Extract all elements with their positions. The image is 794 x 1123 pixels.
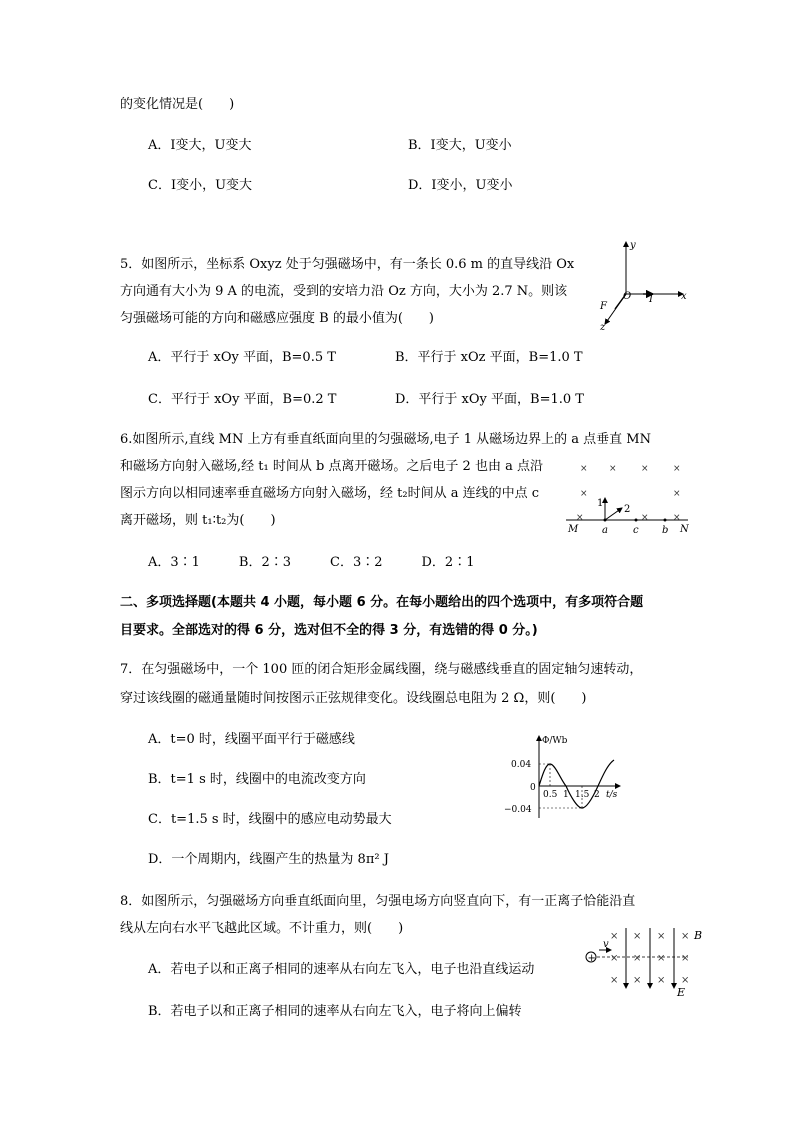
q5-line-1: 5．如图所示，坐标系 Oxyz 处于匀强磁场中，有一条长 0.6 m 的直导线沿 Ox — [120, 257, 575, 272]
point-a — [604, 519, 607, 522]
q7-flux-graph — [498, 730, 628, 822]
x-tick-2: 2 — [594, 790, 600, 800]
point-b — [664, 519, 667, 522]
field-cross: × — [610, 953, 619, 964]
q4-option-d: D．I变小，U变小 — [408, 178, 513, 193]
electron-2-label: 2 — [624, 504, 631, 515]
field-cross: × — [609, 464, 617, 474]
q8-field-figure — [583, 922, 708, 998]
q6-line-4: 离开磁场，则 t₁∶t₂为( ) — [120, 513, 276, 528]
time-axis-label: t/s — [606, 790, 618, 800]
y-tick-pos: 0.04 — [511, 760, 532, 770]
field-cross: × — [641, 513, 649, 523]
q7-option-c: C．t=1.5 s 时，线圈中的感应电动势最大 — [148, 812, 392, 827]
q4-option-a: A．I变大，U变大 — [148, 138, 252, 153]
point-c — [635, 519, 638, 522]
e-field-label: E — [677, 986, 686, 998]
field-cross: × — [641, 464, 649, 474]
origin-label: O — [623, 291, 632, 302]
label-m: M — [568, 524, 579, 535]
q7-option-d: D．一个周期内，线圈产生的热量为 8π² J — [148, 852, 389, 867]
q6-line-1: 6.如图所示,直线 MN 上方有垂直纸面向里的匀强磁场,电子 1 从磁场边界上的 a 点垂直 MN — [120, 432, 651, 447]
q6-options: A．3∶1 B．2∶3 C．3∶2 D．2∶1 — [148, 555, 475, 570]
field-cross: × — [681, 975, 690, 986]
label-n: N — [680, 524, 689, 535]
section2-heading-line-2: 目要求。全部选对的得 6 分，选对但不全的得 3 分，有选错的得 0 分。) — [120, 623, 538, 638]
x-tick-15: 1.5 — [575, 790, 590, 800]
q5-option-a: A．平行于 xOy 平面，B=0.5 T — [148, 350, 336, 365]
q8-line-2: 线从左向右水平飞越此区域。不计重力，则( ) — [120, 921, 404, 936]
field-cross: × — [657, 975, 666, 986]
field-cross: × — [681, 931, 690, 942]
q5-line-2: 方向通有大小为 9 A 的电流，受到的安培力沿 Oz 方向，大小为 2.7 N。则该 — [120, 284, 568, 299]
q5-line-3: 匀强磁场可能的方向和磁感应强度 B 的最小值为( ) — [120, 311, 434, 326]
field-cross: × — [610, 975, 619, 986]
current-label: I — [649, 294, 653, 305]
q6-line-2: 和磁场方向射入磁场,经 t₁ 时间从 b 点离开磁场。之后电子 2 也由 a 点沿 — [120, 459, 543, 474]
b-field-label: B — [694, 929, 703, 942]
electron-1-label: 1 — [597, 498, 604, 509]
force-label: F — [600, 301, 607, 312]
q8-option-b: B．若电子以和正离子相同的速率从右向左飞入，电子将向上偏转 — [148, 1004, 522, 1019]
field-cross: × — [673, 489, 681, 499]
x-label: x — [681, 291, 687, 302]
q8-option-a: A．若电子以和正离子相同的速率从右向左飞入，电子也沿直线运动 — [148, 962, 535, 977]
field-cross: × — [576, 513, 584, 523]
field-cross: × — [673, 464, 681, 474]
velocity-label: v — [603, 939, 609, 950]
q5-axes-figure — [595, 236, 695, 332]
field-cross: × — [657, 931, 666, 942]
q5-option-b: B．平行于 xOz 平面，B=1.0 T — [395, 350, 583, 365]
q4-option-b: B．I变大，U变小 — [408, 138, 512, 153]
q8-line-1: 8．如图所示，匀强磁场方向垂直纸面向里，匀强电场方向竖直向下，有一正离子恰能沿直 — [120, 894, 636, 909]
q7-option-b: B．t=1 s 时，线圈中的电流改变方向 — [148, 772, 366, 787]
q7-line-2: 穿过该线圈的磁通量随时间按图示正弦规律变化。设线圈总电阻为 2 Ω，则( ) — [120, 691, 587, 706]
field-cross: × — [657, 953, 666, 964]
ion-sign: + — [587, 953, 596, 964]
x-tick-1: 1 — [563, 790, 569, 800]
y-label: y — [630, 240, 636, 251]
q6-field-figure — [562, 458, 694, 538]
field-cross: × — [633, 975, 642, 986]
field-cross: × — [633, 953, 642, 964]
q5-option-d: D．平行于 xOy 平面，B=1.0 T — [395, 392, 584, 407]
field-cross: × — [633, 931, 642, 942]
origin-tick: 0 — [530, 783, 536, 793]
q6-line-3: 图示方向以相同速率垂直磁场方向射入磁场，经 t₂时间从 a 连线的中点 c — [120, 486, 539, 501]
field-cross: × — [580, 464, 588, 474]
q7-option-a: A．t=0 时，线圈平面平行于磁感线 — [148, 732, 355, 747]
section2-heading-line-1: 二、多项选择题(本题共 4 小题，每小题 6 分。在每小题给出的四个选项中，有多项符合题 — [120, 595, 644, 610]
q4-option-c: C．I变小，U变大 — [148, 178, 253, 193]
label-c: c — [633, 525, 639, 536]
z-label: z — [600, 322, 606, 332]
field-cross: × — [580, 489, 588, 499]
field-cross: × — [610, 931, 619, 942]
intro-line: 的变化情况是( ) — [120, 97, 235, 112]
field-cross: × — [673, 513, 681, 523]
q7-line-1: 7．在匀强磁场中，一个 100 匝的闭合矩形金属线圈，绕与磁感线垂直的固定轴匀速转动， — [120, 662, 643, 677]
y-tick-neg: −0.04 — [504, 805, 532, 815]
q5-option-c: C．平行于 xOy 平面，B=0.2 T — [148, 392, 337, 407]
label-a: a — [602, 525, 608, 536]
label-b: b — [662, 525, 669, 536]
phi-axis-label: Φ/Wb — [542, 736, 568, 746]
electron-2-velocity — [605, 508, 622, 520]
field-cross: × — [681, 953, 690, 964]
x-tick-05: 0.5 — [543, 790, 558, 800]
